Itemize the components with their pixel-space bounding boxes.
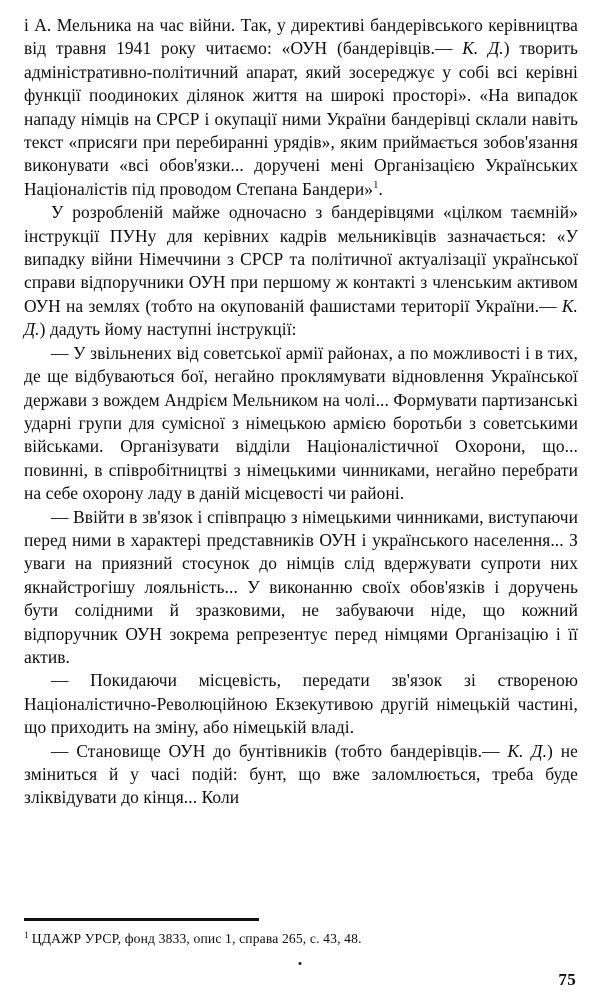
editorial-initials: К. Д. xyxy=(462,38,504,59)
paragraph-1: і А. Мельника на час війни. Так, у директиві бандерівського керівництва від травня 1941 року читаємо: «ОУН (бандерівців.— К. Д.) творить адміністративно-політичний апарат, який зосереджує у собі всі керівні функції поодиноких ділянок життя на широкі просторі». «На випадок нападу німців на СРСР і окупації ними України бандерівці склали навіть текст «присяги при перебиранні урядів», яким приймається зобов'язання виконувати «всі обов'язки... доручені мені Організацією Українських Націоналістів під проводом Степана Бандери»$^1$. xyxy=(24,15,578,199)
footnote-entry xyxy=(24,930,578,948)
page-body xyxy=(24,14,578,810)
footnote-text: ЦДАЖР УРСР, фонд 3833, опис 1, справа 265, с. 43, 48. xyxy=(31,931,362,947)
paragraph-4: — Ввійти в зв'язок і співпрацю з німецькими чинниками, виступаючи перед ними в характері представників ОУН і українського населення... З уваги на приязний стосунок до німців слід вдержувати супроти них якнайстрогішу лояльність... У виконанню своїх обов'язків і доручень бути солідними й зразковими, не забуваючи ніде, що кожний відпоручник ОУН зокрема репрезентує перед німцями Організацію і її актив. xyxy=(24,506,578,667)
paragraph-2: У розробленій майже одночасно з бандерівцями «цілком таємній» інструкції ПУНу для керівних кадрів мельниківців зазначається: «У випадку війни Німеччини з СРСР та політичної актуалізації української справи відпоручники ОУН при першому ж контакті з членським активом ОУН на землях (тобто на окупованій фашистами території України.— К. Д.) дадуть йому наступні інструкції: xyxy=(24,202,578,340)
editorial-initials: К. Д. xyxy=(24,295,578,340)
footnote-marker: 1 xyxy=(24,929,29,940)
editorial-initials: К. Д. xyxy=(507,740,548,761)
footnote-area xyxy=(24,918,578,948)
center-mark xyxy=(299,962,302,965)
paragraph-3: — У звільнених від советської армії районах, а по можливості і в тих, де ще відбуваються бої, негайно проклямувати відновлення Української держави з вождем Андрієм Мельником на чолі... Формувати партизанські ударні групи для сумісної з німецькою армією боротьби з советськими військами. Організувати відділи Націоналістичної Охорони, що... повинні, в співробітництві з німецькими чинниками, негайно перебрати на себе охорону ладу в даній місцевості чи районі. xyxy=(24,342,578,504)
paragraph-5: — Покидаючи місцевість, передати зв'язок зі створеною Націоналістично-Революційною Екзекутивою другій німецькій частині, що приходить на зміну, або німецькій владі. xyxy=(24,670,578,738)
footnote-reference[interactable]: 1 xyxy=(373,179,379,192)
page-number: 75 xyxy=(558,970,576,989)
footnote-separator-rule xyxy=(24,918,259,921)
paragraph-6: — Становище ОУН до бунтівників (тобто бандерівців.— К. Д.) не зміниться й у часі подій: бунт, що вже заломлюється, треба буде зліквідувати до кінця... Коли xyxy=(24,740,578,808)
